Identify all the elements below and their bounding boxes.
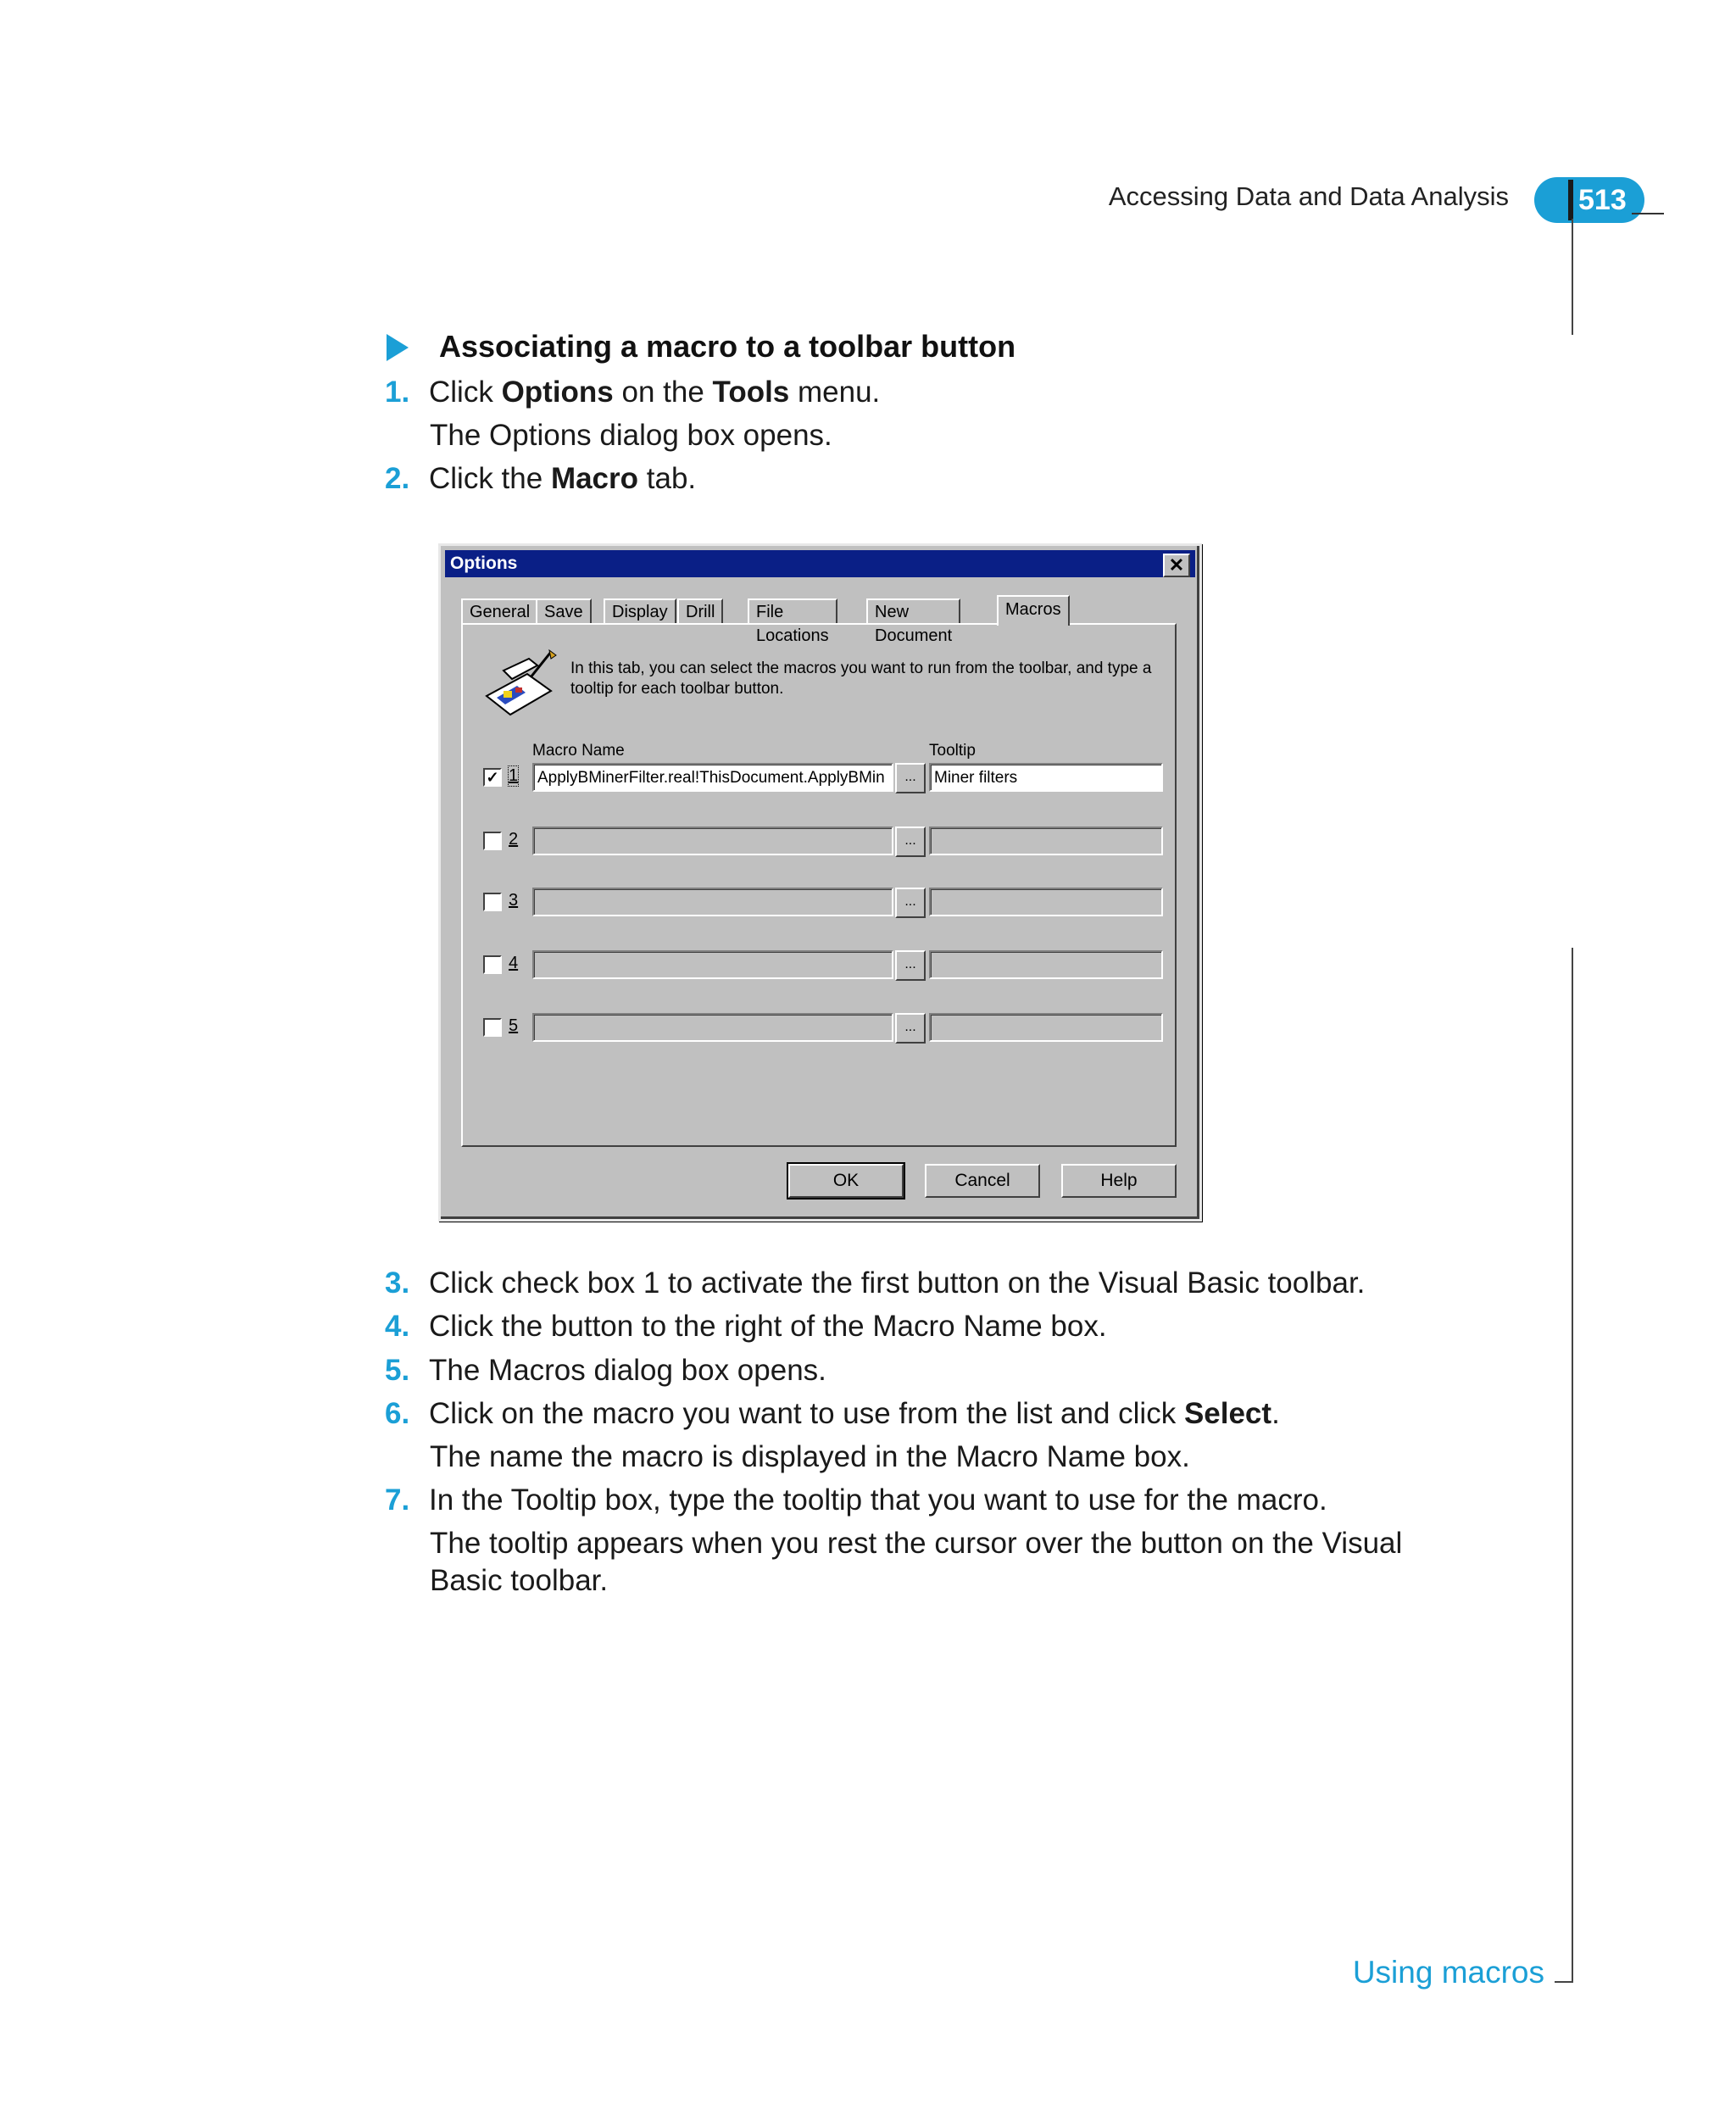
tab-macros[interactable]: Macros: [997, 595, 1070, 626]
step-2: 2. Click the Macro tab.: [385, 462, 697, 495]
tab-drill[interactable]: Drill: [677, 598, 723, 624]
macro-name-field-1[interactable]: ApplyBMinerFilter.real!ThisDocument.ApplyBMin: [532, 763, 893, 792]
browse-macro-button-4[interactable]: ...: [895, 950, 926, 981]
macro-row: [483, 1013, 1161, 1044]
row-number: 2: [509, 830, 519, 849]
macros-intro-text: In this tab, you can select the macros you want to run from the toolbar, and type a tooltip for each toolbar button.: [570, 660, 1152, 698]
footer-rule: [1555, 1981, 1573, 1983]
tooltip-field-3[interactable]: [929, 888, 1163, 916]
macros-panel: [461, 623, 1177, 1147]
tab-file-locations[interactable]: File Locations: [748, 598, 837, 624]
macro-name-field-2[interactable]: [532, 827, 893, 855]
macro-toolbar-icon: [478, 648, 559, 721]
ok-button[interactable]: OK: [788, 1164, 904, 1198]
tooltip-field-1[interactable]: Miner filters: [929, 763, 1163, 792]
macro-name-field-4[interactable]: [532, 950, 893, 979]
macro-row: [483, 827, 1161, 857]
browse-macro-button-3[interactable]: ...: [895, 888, 926, 918]
page-number-badge: 513: [1534, 177, 1644, 223]
tab-save[interactable]: Save: [536, 598, 592, 624]
task-arrow-icon: [387, 334, 409, 361]
macro-checkbox-5[interactable]: [483, 1018, 502, 1037]
macro-checkbox-1[interactable]: ✓: [483, 768, 502, 787]
step-1: 1. Click Options on the Tools menu.: [385, 376, 881, 409]
browse-macro-button-1[interactable]: ...: [895, 763, 926, 793]
dialog-title: Options: [450, 554, 518, 573]
macro-name-field-3[interactable]: [532, 888, 893, 916]
row-number: 4: [509, 954, 519, 972]
dialog-titlebar: [445, 550, 1195, 577]
step-1-result: The Options dialog box opens.: [430, 419, 832, 452]
macro-name-column-label: Macro Name: [532, 742, 625, 760]
macro-row: [483, 763, 1161, 793]
tab-display[interactable]: Display: [604, 598, 676, 624]
header-rule: [1632, 213, 1664, 214]
tooltip-column-label: Tooltip: [929, 742, 976, 760]
tab-new-document[interactable]: New Document: [866, 598, 960, 624]
step-3: 3. Click check box 1 to activate the first button on the Visual Basic toolbar.: [385, 1266, 1366, 1300]
browse-macro-button-2[interactable]: ...: [895, 827, 926, 857]
row-number: 5: [509, 1016, 519, 1035]
macro-checkbox-3[interactable]: [483, 893, 502, 911]
macro-row: [483, 888, 1161, 918]
step-5: 5. The Macros dialog box opens.: [385, 1354, 826, 1387]
step-6-result: The name the macro is displayed in the Macro Name box.: [430, 1440, 1190, 1473]
macro-row: [483, 950, 1161, 981]
options-dialog: [438, 543, 1202, 1222]
running-footer: Using macros: [1352, 1955, 1544, 1990]
page-marker-bar: [1568, 180, 1573, 220]
step-6: 6. Click on the macro you want to use from the list and click Select.: [385, 1397, 1280, 1430]
macro-checkbox-4[interactable]: [483, 955, 502, 974]
close-button[interactable]: ✕: [1163, 554, 1190, 577]
tooltip-field-5[interactable]: [929, 1013, 1163, 1042]
margin-rule-bottom: [1572, 948, 1573, 1982]
cancel-button[interactable]: Cancel: [925, 1164, 1040, 1198]
step-7-result: The tooltip appears when you rest the cursor over the button on the Visual Basic toolbar.: [430, 1527, 1403, 1597]
macro-checkbox-2[interactable]: [483, 832, 502, 850]
running-header: Accessing Data and Data Analysis: [1108, 181, 1509, 211]
task-title: Associating a macro to a toolbar button: [439, 329, 1016, 364]
tooltip-field-4[interactable]: [929, 950, 1163, 979]
step-4: 4. Click the button to the right of the Macro Name box.: [385, 1310, 1107, 1343]
tab-general[interactable]: General: [461, 598, 538, 624]
row-number: 3: [509, 891, 519, 910]
tooltip-field-2[interactable]: [929, 827, 1163, 855]
row-number: 1: [509, 766, 519, 785]
help-button[interactable]: Help: [1061, 1164, 1177, 1198]
step-7: 7. In the Tooltip box, type the tooltip that you want to use for the macro.: [385, 1483, 1327, 1517]
macro-name-field-5[interactable]: [532, 1013, 893, 1042]
margin-rule-top: [1572, 219, 1573, 335]
browse-macro-button-5[interactable]: ...: [895, 1013, 926, 1044]
